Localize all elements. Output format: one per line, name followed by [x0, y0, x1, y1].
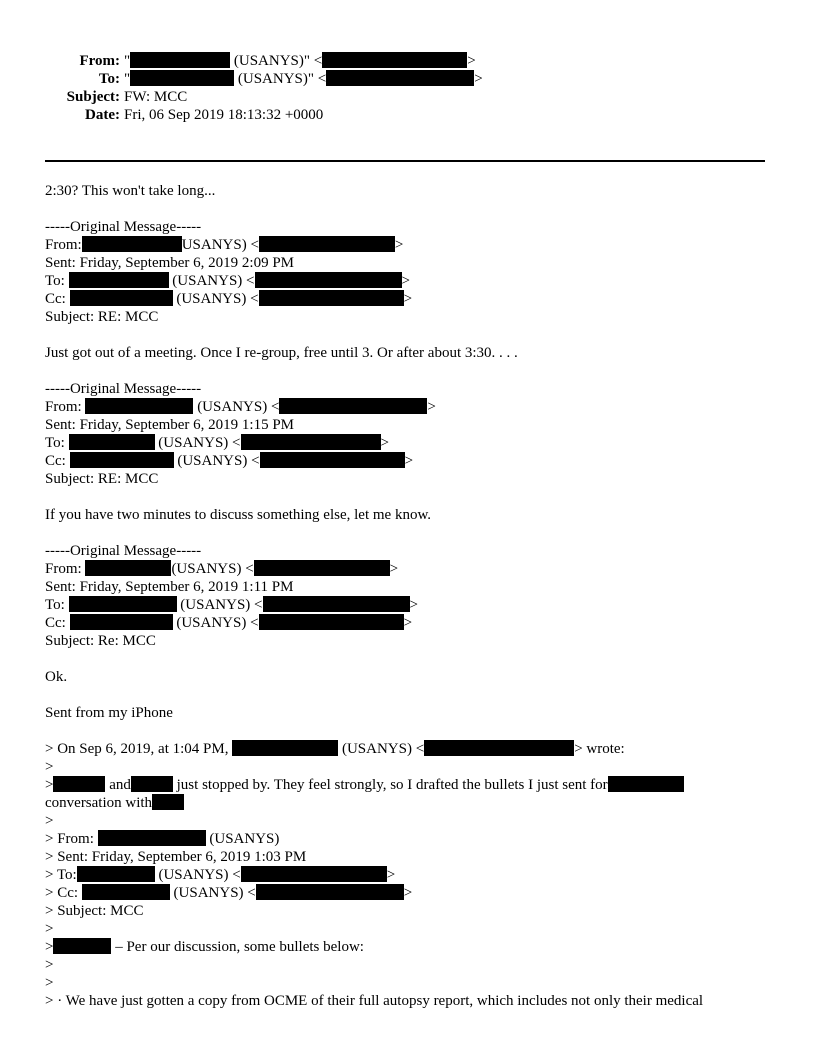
- message-from: From: (USANYS) < >: [45, 561, 399, 577]
- body-line: If you have two minutes to discuss something else, let me know.: [45, 507, 432, 523]
- redaction: [70, 290, 173, 306]
- quoted-sent: > Sent: Friday, September 6, 2019 1:03 PM: [45, 849, 307, 865]
- redaction: [263, 596, 410, 612]
- message-sent: Sent: Friday, September 6, 2019 2:09 PM: [45, 255, 295, 271]
- redaction: [241, 866, 387, 882]
- header-divider: [45, 160, 765, 162]
- original-message-marker: -----Original Message-----: [45, 219, 202, 235]
- quoted-cc: > Cc: (USANYS) < >: [45, 885, 413, 901]
- email-header: [0, 52, 816, 124]
- quoted-line: conversation with: [45, 794, 775, 812]
- quoted-line: >: [45, 759, 54, 775]
- redaction: [131, 776, 173, 792]
- quoted-line: > – Per our discussion, some bullets below:: [45, 939, 364, 955]
- message-sent: Sent: Friday, September 6, 2019 1:11 PM: [45, 579, 294, 595]
- redaction: [255, 272, 402, 288]
- redaction: [608, 776, 684, 792]
- to-label: To:: [98, 71, 120, 87]
- redaction: [259, 614, 404, 630]
- body-line: Ok.: [45, 669, 68, 685]
- message-cc: Cc: (USANYS) < >: [45, 453, 414, 469]
- redaction: [326, 70, 474, 86]
- redaction: [69, 434, 155, 450]
- original-message-marker: -----Original Message-----: [45, 381, 202, 397]
- redaction: [77, 866, 155, 882]
- redaction: [98, 830, 206, 846]
- to-value: " (USANYS)" < >: [124, 71, 483, 87]
- header-from-row: [0, 52, 816, 70]
- redaction: [259, 236, 395, 252]
- redaction: [260, 452, 405, 468]
- redaction: [85, 560, 171, 576]
- message-from: From: (USANYS) < >: [45, 399, 436, 415]
- quoted-line: > and just stopped by. They feel strongly, so I drafted the bullets I just sent for: [45, 776, 775, 794]
- redaction: [254, 560, 390, 576]
- redaction: [82, 884, 170, 900]
- date-value: Fri, 06 Sep 2019 18:13:32 +0000: [124, 107, 324, 123]
- header-subject-row: [0, 88, 816, 106]
- body-line: 2:30? This won't take long...: [45, 183, 216, 199]
- message-cc: Cc: (USANYS) < >: [45, 615, 413, 631]
- redaction: [70, 614, 173, 630]
- header-date-row: [0, 106, 816, 124]
- redaction: [69, 596, 177, 612]
- quoted-line: > · We have just gotten a copy from OCME of their full autopsy report, which includes not only their medical: [45, 993, 704, 1009]
- email-body: [45, 182, 775, 1010]
- quoted-line: >: [45, 975, 54, 991]
- header-to-row: [0, 70, 816, 88]
- message-cc: Cc: (USANYS) < >: [45, 291, 413, 307]
- redaction: [53, 938, 111, 954]
- redaction: [279, 398, 427, 414]
- original-message-marker: -----Original Message-----: [45, 543, 202, 559]
- redaction: [70, 452, 174, 468]
- redaction: [130, 70, 234, 86]
- redaction: [424, 740, 574, 756]
- message-to: To: (USANYS) < >: [45, 597, 418, 613]
- redaction: [259, 290, 404, 306]
- redaction: [232, 740, 338, 756]
- from-label: From:: [79, 53, 120, 69]
- subject-value: FW: MCC: [124, 89, 188, 105]
- quoted-to: > To: (USANYS) < >: [45, 867, 396, 883]
- redaction: [53, 776, 105, 792]
- message-subject: Subject: RE: MCC: [45, 309, 159, 325]
- message-subject: Subject: Re: MCC: [45, 633, 156, 649]
- quoted-subject: > Subject: MCC: [45, 903, 144, 919]
- date-label: Date:: [85, 107, 120, 123]
- redaction: [241, 434, 381, 450]
- message-to: To: (USANYS) < >: [45, 273, 410, 289]
- message-to: To: (USANYS) < >: [45, 435, 389, 451]
- message-sent: Sent: Friday, September 6, 2019 1:15 PM: [45, 417, 295, 433]
- redaction: [69, 272, 169, 288]
- quoted-from: > From: (USANYS): [45, 831, 280, 847]
- subject-label: Subject:: [66, 89, 120, 105]
- redaction: [322, 52, 467, 68]
- quoted-line: >: [45, 957, 54, 973]
- redaction: [130, 52, 230, 68]
- body-line: Sent from my iPhone: [45, 705, 173, 721]
- message-subject: Subject: RE: MCC: [45, 471, 159, 487]
- from-value: " (USANYS)" < >: [124, 53, 476, 69]
- redaction: [85, 398, 193, 414]
- body-line: Just got out of a meeting. Once I re-group, free until 3. Or after about 3:30. . . .: [45, 345, 518, 361]
- quoted-line: >: [45, 813, 54, 829]
- message-from: From: USANYS) < >: [45, 237, 404, 253]
- redaction: [256, 884, 404, 900]
- redaction: [82, 236, 182, 252]
- quoted-line: >: [45, 921, 54, 937]
- redaction: [152, 794, 184, 810]
- quoted-header: > On Sep 6, 2019, at 1:04 PM, (USANYS) < > wrote:: [45, 741, 625, 757]
